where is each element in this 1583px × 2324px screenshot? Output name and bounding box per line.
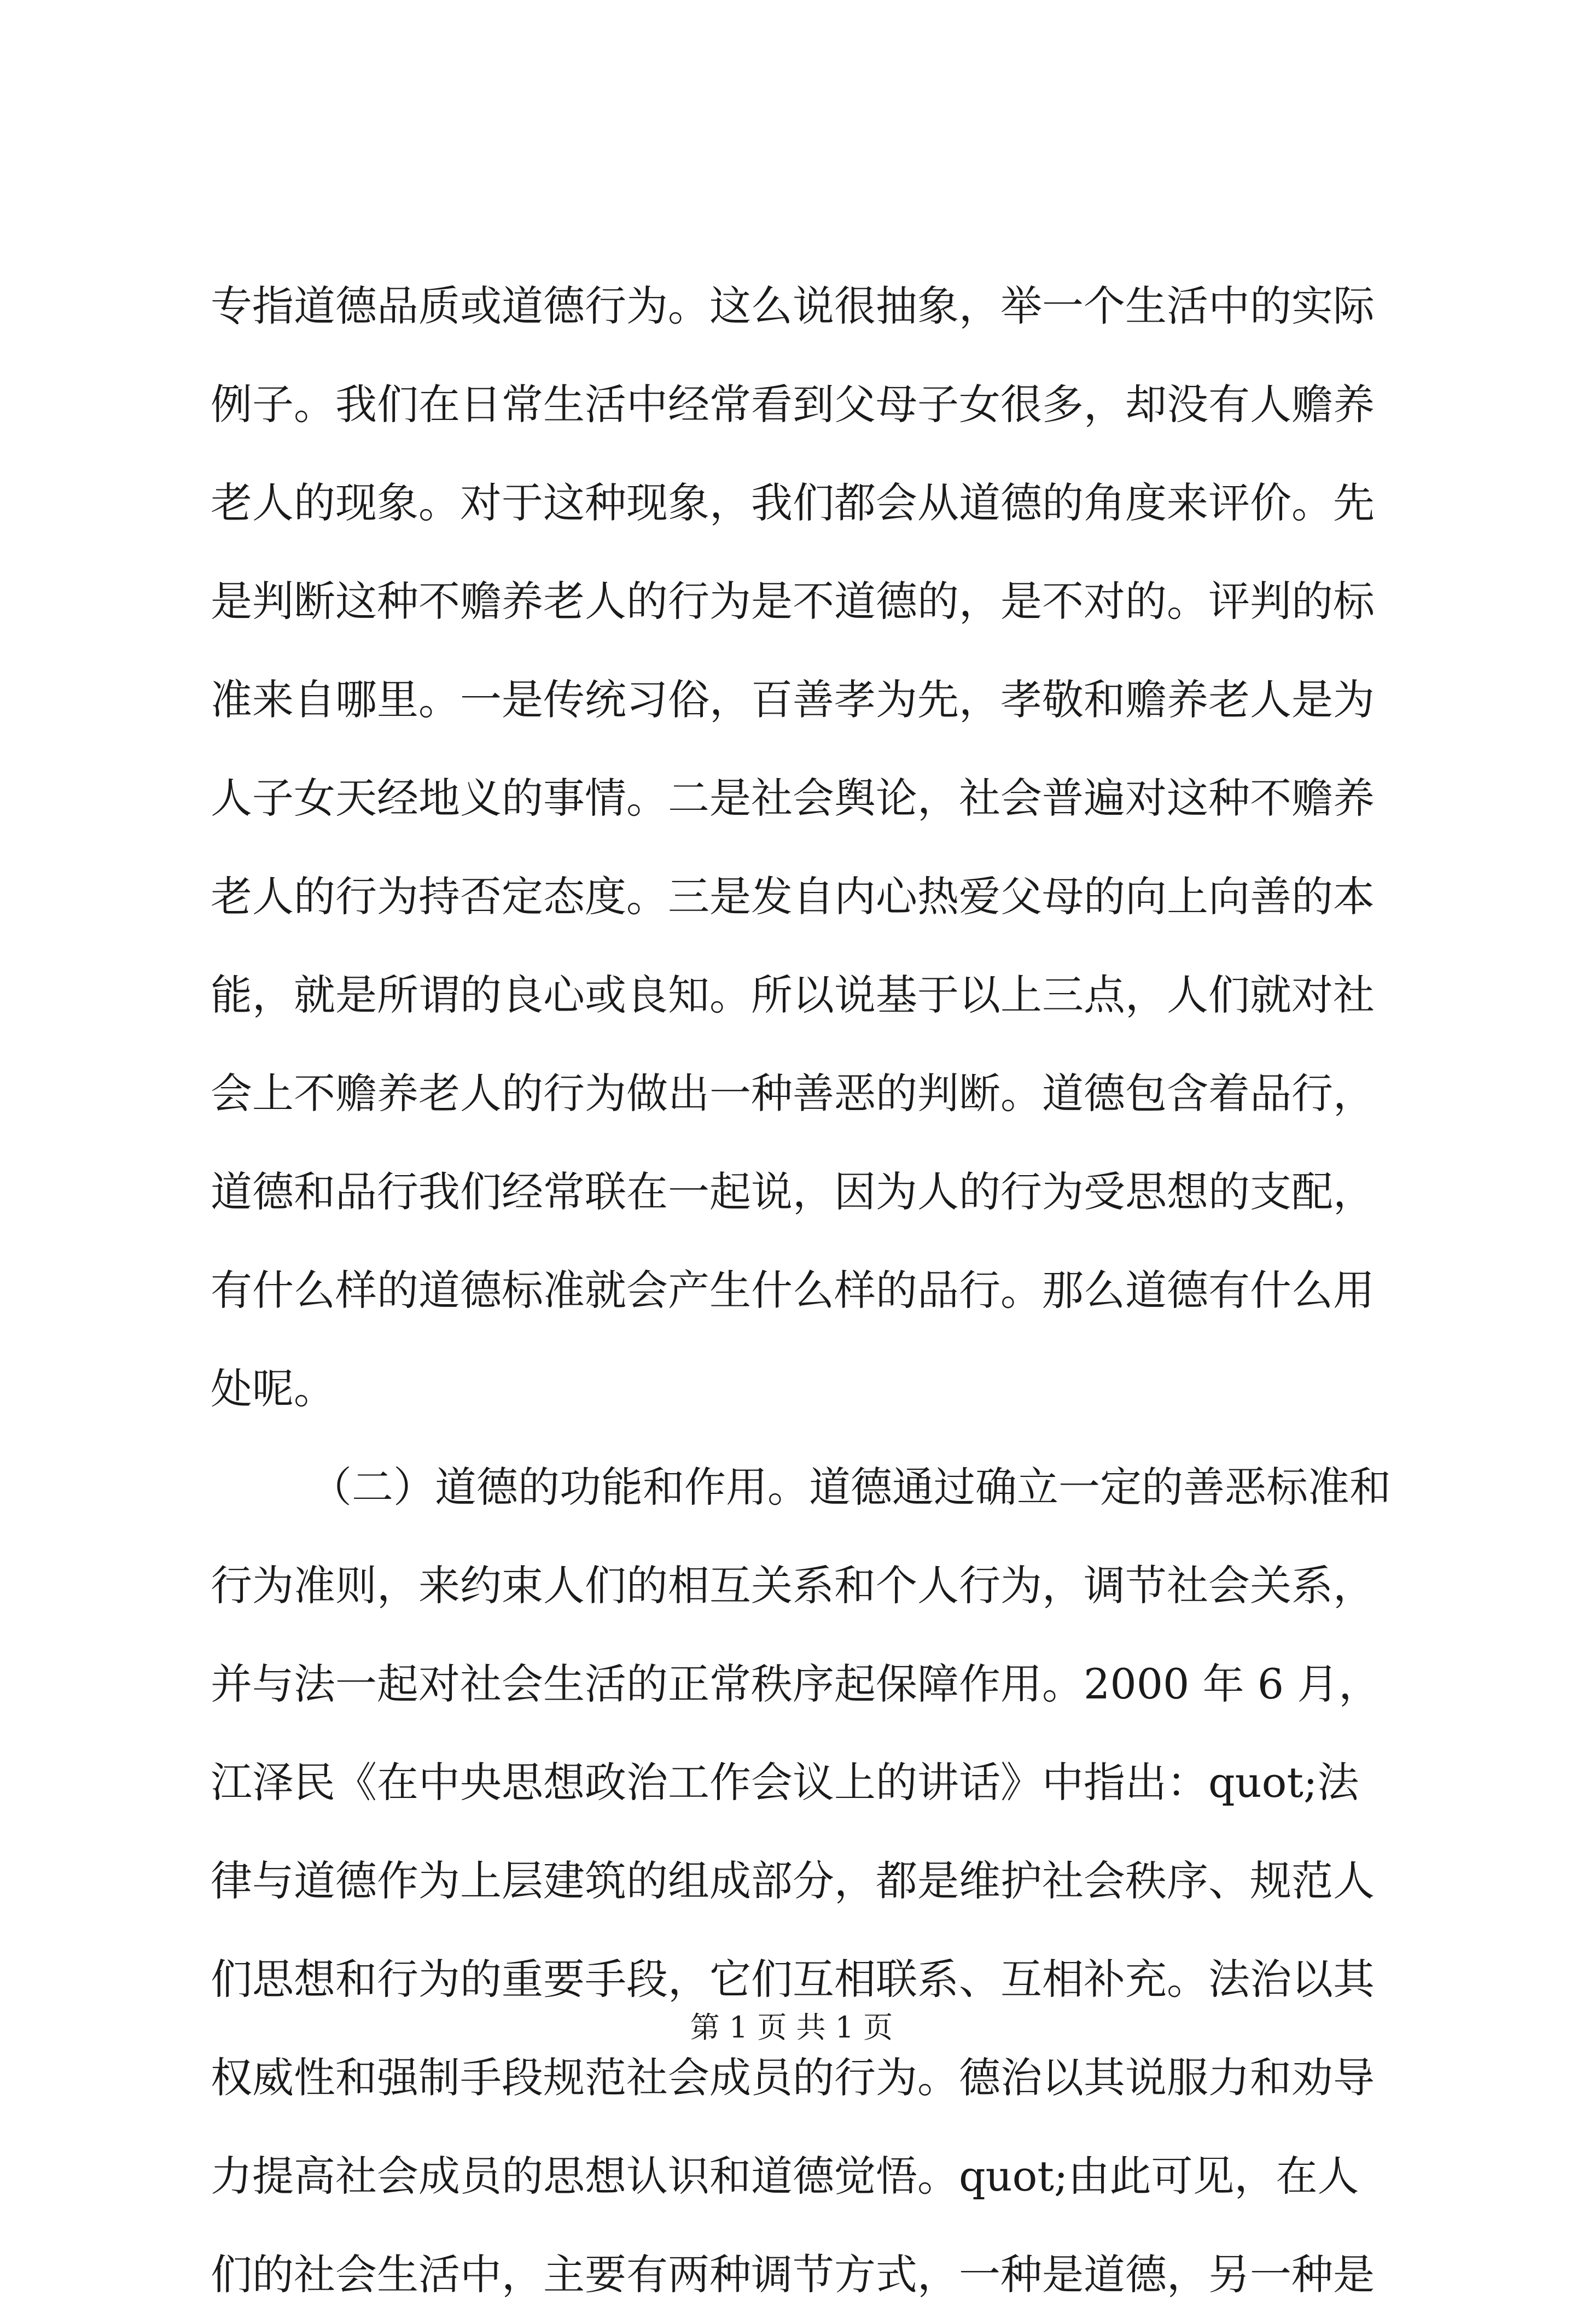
text-line: 江泽民《在中央思想政治工作会议上的讲话》中指出：quot;法 [211, 1758, 1359, 1807]
text-line: 行为准则，来约束人们的相互关系和个人行为，调节社会关系， [211, 1561, 1375, 1610]
text-line: 能，就是所谓的良心或良知。所以说基于以上三点，人们就对社 [211, 971, 1375, 1019]
text-line: 专指道德品质或道德行为。这么说很抽象，举一个生活中的实际 [211, 282, 1375, 330]
text-line: 是判断这种不赡养老人的行为是不道德的，是不对的。评判的标 [211, 577, 1375, 626]
text-line: 老人的现象。对于这种现象，我们都会从道德的角度来评价。先 [211, 478, 1375, 527]
text-line: 律与道德作为上层建筑的组成部分，都是维护社会秩序、规范人 [211, 1856, 1375, 1905]
text-line: 老人的行为持否定态度。三是发自内心热爱父母的向上向善的本 [211, 872, 1375, 921]
text-line: 道德和品行我们经常联在一起说，因为人的行为受思想的支配， [211, 1167, 1375, 1216]
text-line: 力提高社会成员的思想认识和道德觉悟。quot;由此可见，在人 [211, 2152, 1359, 2200]
text-line: 权威性和强制手段规范社会成员的行为。德治以其说服力和劝导 [211, 2053, 1375, 2102]
text-line: 会上不赡养老人的行为做出一种善恶的判断。道德包含着品行， [211, 1069, 1375, 1118]
text-line: 们思想和行为的重要手段，它们互相联系、互相补充。法治以其 [211, 1955, 1375, 2004]
text-line: 例子。我们在日常生活中经常看到父母子女很多，却没有人赡养 [211, 380, 1375, 429]
page-number-footer: 第 1 页 共 1 页 [690, 2010, 893, 2045]
text-line: 们的社会生活中，主要有两种调节方式，一种是道德，另一种是 [211, 2250, 1375, 2299]
text-line: 人子女天经地义的事情。二是社会舆论，社会普遍对这种不赡养 [211, 774, 1375, 822]
text-line: 有什么样的道德标准就会产生什么样的品行。那么道德有什么用 [211, 1266, 1375, 1315]
text-line: 处呢。 [211, 1364, 335, 1413]
text-line: 准来自哪里。一是传统习俗，百善孝为先，孝敬和赡养老人是为 [211, 675, 1375, 724]
paragraph-first-line: （二）道德的功能和作用。道德通过确立一定的善恶标准和 [310, 1463, 1391, 1511]
text-line: 并与法一起对社会生活的正常秩序起保障作用。2000 年 6 月， [211, 1660, 1381, 1708]
